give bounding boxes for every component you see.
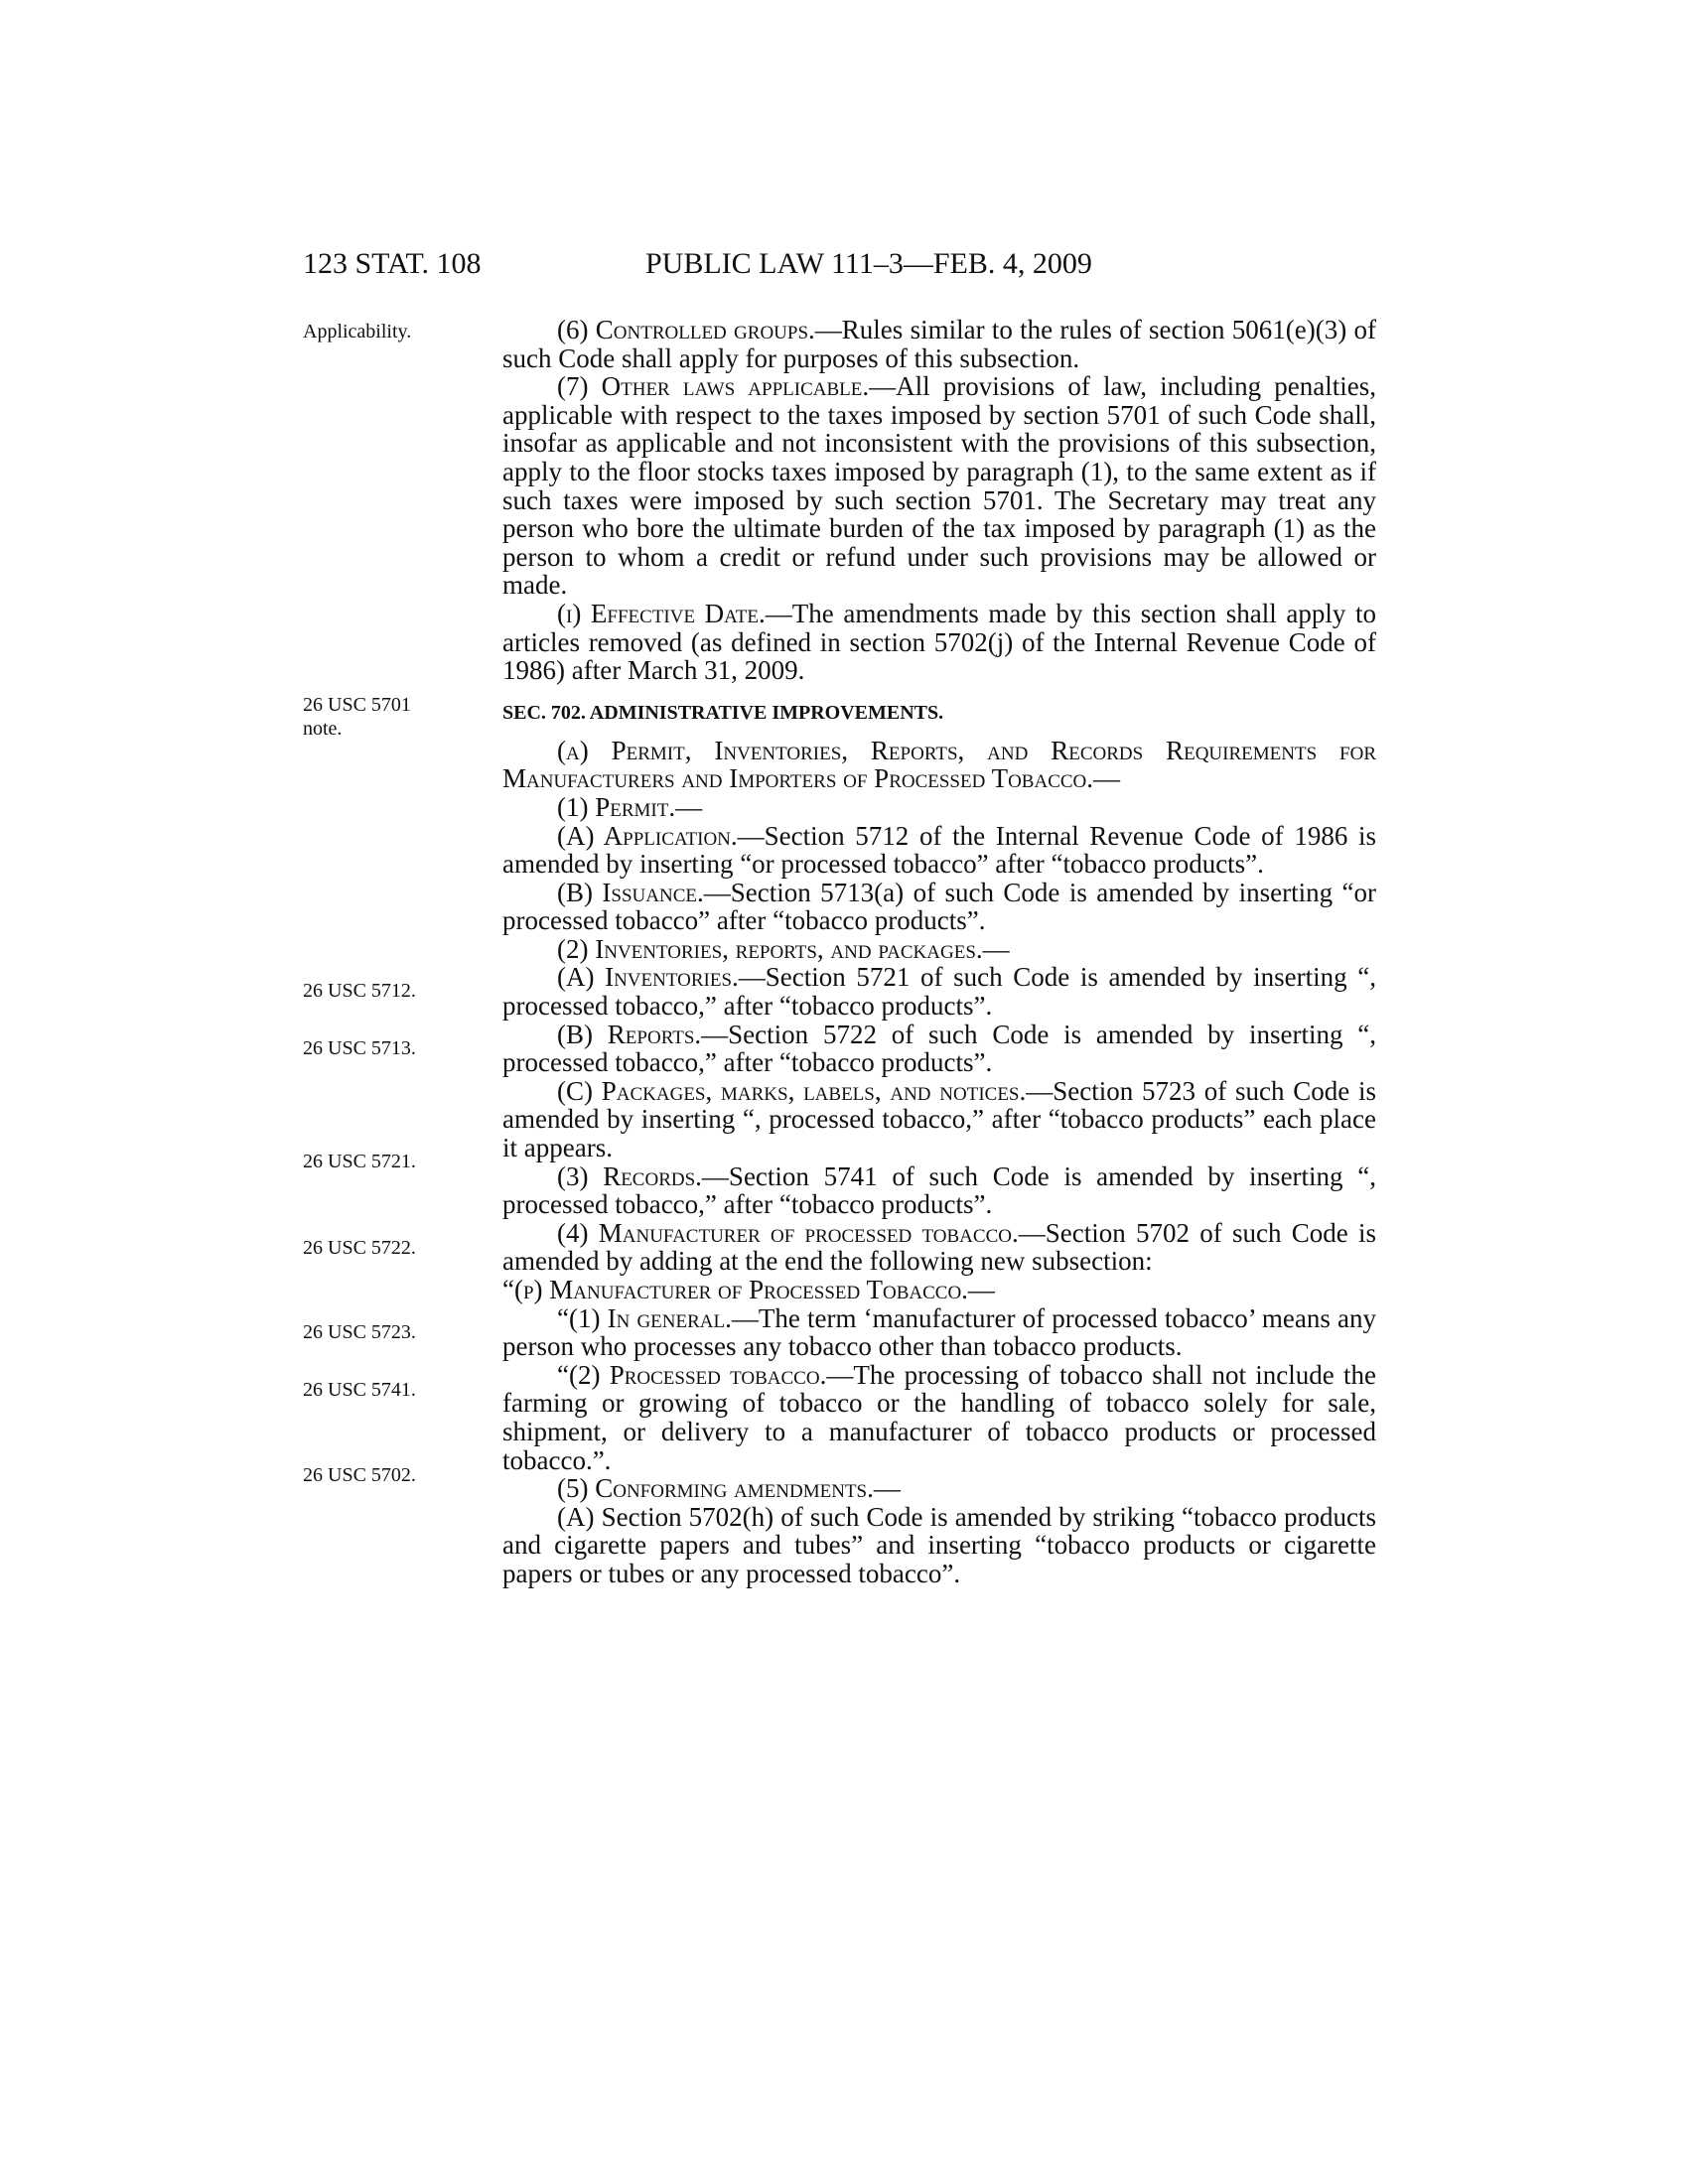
paragraph-7-text: —All provisions of law, including penalties, applicable with respect to the taxes imposed by section 5701 of such Code shall, insofar as applicable and not inconsistent with the provisions of this subsection, apply to the floor stocks taxes imposed by paragraph (1), to the same extent as if such taxes were imposed by such section 5701. The Secretary may treat any person who bore the ultimate burden of the tax imposed by paragraph (1) as the person to whom a credit or refund under such provisions may be allowed or made. bbox=[502, 371, 1376, 601]
paragraph-7-heading: (7) Other laws applicable. bbox=[557, 371, 870, 402]
margin-note-26usc5721: 26 USC 5721. bbox=[303, 1151, 416, 1172]
statute-body bbox=[502, 316, 1376, 1588]
paragraph-1a-text: —Section 5712 of the Internal Revenue Code of 1986 is amended by inserting “or processed tobacco” after “tobacco products”. bbox=[502, 820, 1376, 880]
paragraph-2c-heading: (C) Packages, marks, labels, and notices. bbox=[557, 1075, 1027, 1106]
margin-note-26usc5741: 26 USC 5741. bbox=[303, 1379, 416, 1401]
paragraph-5-text: — bbox=[873, 1473, 901, 1504]
paragraph-2b bbox=[502, 1021, 1376, 1077]
new-paragraph-p2-text: —The processing of tobacco shall not include the farming or growing of tobacco or the handling of tobacco solely for sale, shipment, or delivery to a manufacturer of tobacco products or processed tobacco.”. bbox=[502, 1359, 1377, 1475]
margin-note-26usc5722: 26 USC 5722. bbox=[303, 1237, 416, 1259]
paragraph-2 bbox=[502, 935, 1376, 964]
paragraph-4 bbox=[502, 1219, 1376, 1276]
paragraph-3 bbox=[502, 1162, 1376, 1219]
subsection-i-heading: (i) Effective Date. bbox=[557, 598, 766, 628]
paragraph-6-heading: (6) Controlled groups. bbox=[557, 315, 815, 344]
paragraph-2-text: — bbox=[982, 933, 1010, 964]
paragraph-2a-heading: (A) Inventories. bbox=[557, 962, 739, 993]
paragraph-7 bbox=[502, 372, 1376, 600]
subsection-i bbox=[502, 600, 1376, 685]
paragraph-2a-text: —Section 5721 of such Code is amended by inserting “, processed tobacco,” after “tobacco products”. bbox=[502, 962, 1376, 1022]
paragraph-4-text: —Section 5702 of such Code is amended by adding at the end the following new subsection: bbox=[502, 1217, 1376, 1277]
margin-note-26usc5701: 26 USC 5701 note. bbox=[303, 694, 411, 740]
paragraph-4-heading: (4) Manufacturer of processed tobacco. bbox=[557, 1217, 1019, 1248]
paragraph-2-heading: (2) Inventories, reports, and packages. bbox=[557, 933, 983, 964]
paragraph-6-text: —Rules similar to the rules of section 5061(e)(3) of such Code shall apply for purposes of this subsection. bbox=[502, 315, 1376, 373]
paragraph-2b-text: —Section 5722 of such Code is amended by inserting “, processed tobacco,” after “tobacco products”. bbox=[502, 1019, 1376, 1078]
new-subsection-p bbox=[502, 1276, 1376, 1304]
paragraph-5 bbox=[502, 1474, 1376, 1503]
paragraph-1a bbox=[502, 822, 1376, 879]
new-paragraph-p1-heading: “(1) In general. bbox=[557, 1302, 732, 1333]
running-header: PUBLIC LAW 111–3—FEB. 4, 2009 bbox=[645, 247, 1092, 280]
margin-note-applicability: Applicability. bbox=[303, 321, 412, 342]
paragraph-1b-heading: (B) Issuance. bbox=[557, 877, 704, 907]
paragraph-1a-heading: (A) Application. bbox=[557, 820, 738, 851]
subsection-a bbox=[502, 737, 1376, 793]
page-citation: 123 STAT. 108 bbox=[303, 247, 482, 280]
paragraph-2c bbox=[502, 1077, 1376, 1162]
paragraph-5a: (A) Section 5702(h) of such Code is amended by striking “tobacco products and cigarette papers and tubes” and inserting “tobacco products or cigarette papers or tubes or any processed tobacco”. bbox=[502, 1501, 1376, 1588]
new-subsection-p-heading: “(p) Manufacturer of Processed Tobacco. bbox=[502, 1275, 968, 1304]
paragraph-1-heading: (1) Permit. bbox=[557, 791, 676, 822]
paragraph-2a bbox=[502, 963, 1376, 1020]
margin-note-26usc5713: 26 USC 5713. bbox=[303, 1037, 416, 1059]
subsection-a-heading: (a) Permit, Inventories, Reports, and Records Requirements for Manufacturers and Importers of Processed Tobacco. bbox=[502, 735, 1376, 794]
paragraph-6 bbox=[502, 316, 1376, 372]
paragraph-1-text: — bbox=[675, 791, 703, 822]
new-paragraph-p2 bbox=[502, 1361, 1376, 1474]
paragraph-2b-heading: (B) Reports. bbox=[557, 1019, 702, 1049]
paragraph-1 bbox=[502, 793, 1376, 822]
paragraph-3-heading: (3) Records. bbox=[557, 1160, 702, 1191]
paragraph-5-heading: (5) Conforming amendments. bbox=[557, 1473, 874, 1504]
new-subsection-p-text: — bbox=[967, 1275, 995, 1304]
subsection-a-text: — bbox=[1093, 763, 1121, 794]
paragraph-1b-text: —Section 5713(a) of such Code is amended by inserting “or processed tobacco” after “tobacco products”. bbox=[502, 877, 1376, 936]
margin-note-26usc5702: 26 USC 5702. bbox=[303, 1464, 416, 1486]
paragraph-1b bbox=[502, 879, 1376, 935]
subsection-i-text: —The amendments made by this section shall apply to articles removed (as defined in section 5702(j) of the Internal Revenue Code of 1986) after March 31, 2009. bbox=[502, 598, 1376, 686]
new-paragraph-p1 bbox=[502, 1304, 1376, 1361]
margin-note-26usc5723: 26 USC 5723. bbox=[303, 1321, 416, 1343]
margin-note-26usc5712: 26 USC 5712. bbox=[303, 980, 416, 1002]
section-heading: SEC. 702. ADMINISTRATIVE IMPROVEMENTS. bbox=[502, 701, 944, 724]
new-paragraph-p1-text: —The term ‘manufacturer of processed tobacco’ means any person who processes any tobacco other than tobacco products. bbox=[502, 1302, 1376, 1362]
paragraph-3-text: —Section 5741 of such Code is amended by inserting “, processed tobacco,” after “tobacco products”. bbox=[502, 1160, 1376, 1220]
paragraph-2c-text: —Section 5723 of such Code is amended by inserting “, processed tobacco,” after “tobacco products” each place it appears. bbox=[502, 1075, 1376, 1163]
new-paragraph-p2-heading: “(2) Processed tobacco. bbox=[557, 1359, 827, 1390]
